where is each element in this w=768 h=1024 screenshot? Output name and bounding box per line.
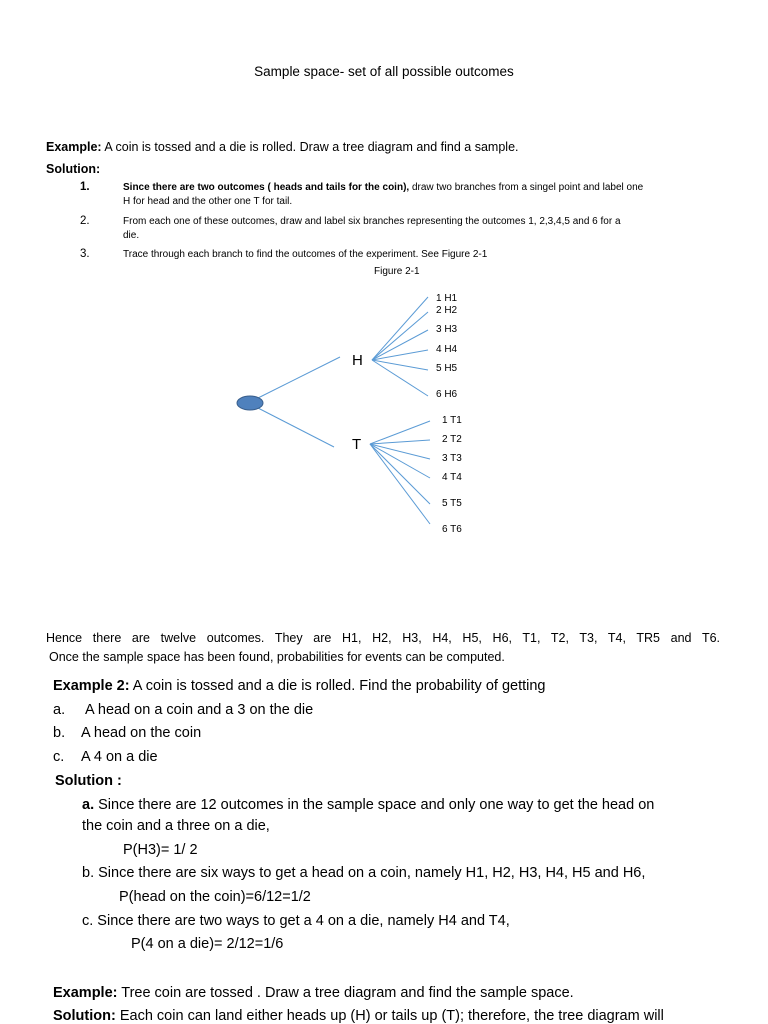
example1-solution-label: Solution:	[46, 162, 101, 176]
solution-b-equation: P(head on the coin)=6/12=1/2	[119, 889, 311, 905]
solution-a-equation: P(H3)= 1/ 2	[123, 842, 198, 858]
solution-b-line: b. Since there are six ways to get a head on a coin, namely H1, H2, H3, H4, H5 and H6,	[82, 865, 646, 881]
example2-solution-label: Solution :	[55, 773, 122, 789]
example3-solution-label: Solution:	[53, 1008, 116, 1024]
t-leaf-6: 6 T6	[442, 524, 462, 535]
example2-item-a-text: A head on a coin and a 3 on the die	[85, 702, 314, 718]
example3-statement	[53, 985, 574, 1001]
example1-label: Example:	[46, 140, 102, 154]
solution-c-line: c. Since there are two ways to get a 4 on a die, namely H4 and T4,	[82, 913, 510, 929]
solution-a-label: a.	[82, 797, 95, 813]
example3-solution-text: Each coin can land either heads up (H) or tails up (T); therefore, the tree diagram will	[115, 1008, 664, 1024]
step1-bold-text: Since there are two outcomes ( heads and tails for the coin),	[123, 182, 410, 193]
example2-text: A coin is tossed and a die is rolled. Find the probability of getting	[129, 678, 546, 694]
example2-item-c-letter: c.	[53, 749, 65, 765]
branch-h-to-1	[372, 297, 428, 360]
t-leaf-1: 1 T1	[442, 415, 462, 426]
step1-rest-text: draw two branches from a singel point and label one	[409, 182, 644, 193]
page-title: Sample space- set of all possible outcomes	[254, 64, 514, 79]
t-leaf-3: 3 T3	[442, 453, 462, 464]
step2-line1: From each one of these outcomes, draw and label six branches representing the outcomes 1, 2,3,4,5 and 6 for a	[123, 216, 621, 227]
summary-line2: Once the sample space has been found, probabilities for events can be computed.	[49, 650, 505, 664]
h-leaf-4: 4 H4	[436, 344, 458, 355]
branch-root-to-h	[258, 357, 340, 398]
h-leaf-5: 5 H5	[436, 363, 458, 374]
example3-solution-line	[53, 1008, 664, 1024]
t-leaf-5: 5 T5	[442, 498, 462, 509]
summary-line1: Hence there are twelve outcomes. They are H1, H2, H3, H4, H5, H6, T1, T2, T3, T4, TR5 and T6.	[46, 631, 720, 645]
example2-statement	[53, 678, 546, 694]
branch-t-to-6	[370, 444, 430, 524]
step3-line1: Trace through each branch to find the outcomes of the experiment. See Figure 2-1	[123, 249, 488, 260]
step1-line2: H for head and the other one T for tail.	[123, 196, 293, 207]
branch-t-to-5	[370, 444, 430, 504]
solution-a-line1	[82, 797, 654, 813]
tree-branches	[258, 297, 430, 524]
step1-number: 1.	[80, 181, 90, 193]
example1-text: A coin is tossed and a die is rolled. Draw a tree diagram and find a sample.	[101, 140, 519, 154]
h-leaf-1: 1 H1	[436, 293, 458, 304]
example2-item-b-text: A head on the coin	[81, 725, 202, 741]
solution-c-equation: P(4 on a die)= 2/12=1/6	[131, 936, 284, 952]
example2-item-c-text: A 4 on a die	[81, 749, 158, 765]
branch-h-label: H	[352, 352, 363, 369]
t-leaf-4: 4 T4	[442, 472, 462, 483]
figure-caption: Figure 2-1	[374, 266, 420, 277]
branch-h-to-2	[372, 312, 428, 360]
branch-root-to-t	[258, 408, 334, 447]
step3-number: 3.	[80, 248, 90, 260]
step2-number: 2.	[80, 215, 90, 227]
example2-label: Example 2:	[53, 678, 130, 694]
tree-root-node	[237, 396, 263, 410]
example3-label: Example:	[53, 985, 118, 1001]
branch-t-to-4	[370, 444, 430, 478]
example2-item-a-letter: a.	[53, 702, 66, 718]
h-leaf-3: 3 H3	[436, 324, 458, 335]
example2-item-b-letter: b.	[53, 725, 66, 741]
h-leaf-2: 2 H2	[436, 305, 458, 316]
t-leaf-2: 2 T2	[442, 434, 462, 445]
solution-a-text: Since there are 12 outcomes in the sample space and only one way to get the head on	[94, 797, 655, 813]
h-leaf-6: 6 H6	[436, 389, 458, 400]
solution-a-line2: the coin and a three on a die,	[82, 818, 270, 834]
step2-line2: die.	[123, 230, 140, 241]
branch-t-label: T	[352, 436, 362, 453]
example3-text: Tree coin are tossed . Draw a tree diagram and find the sample space.	[117, 985, 574, 1001]
